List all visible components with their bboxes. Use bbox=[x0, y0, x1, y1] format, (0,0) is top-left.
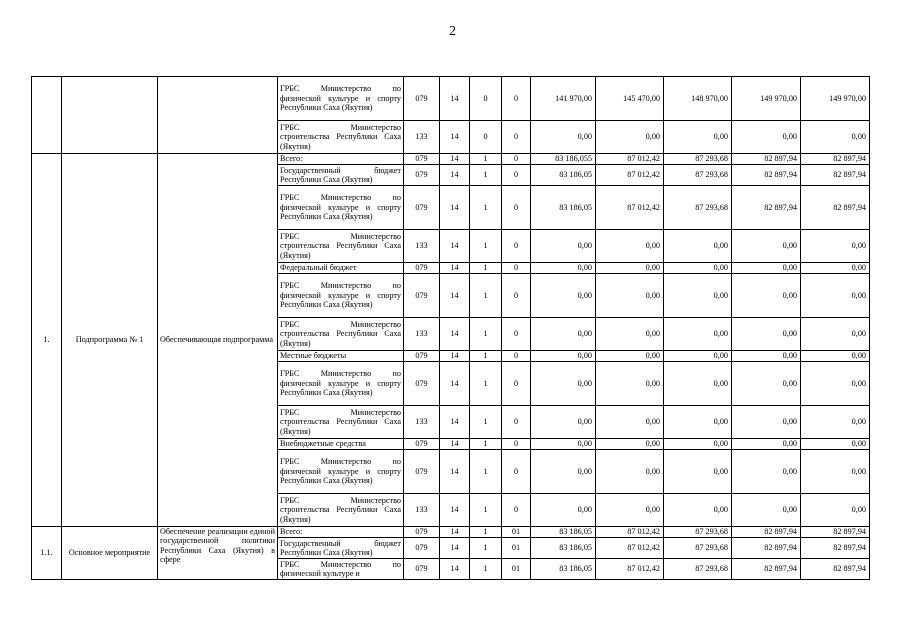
grbs-code: 079 bbox=[404, 538, 440, 559]
subprogram-code: 0 bbox=[502, 186, 531, 230]
source-name: Внебюджетные средства bbox=[278, 439, 404, 450]
section-code: 14 bbox=[440, 77, 470, 121]
grbs-code: 079 bbox=[404, 154, 440, 165]
program-code: 1 bbox=[470, 263, 502, 274]
grbs-code: 133 bbox=[404, 494, 440, 527]
subprogram-code: 0 bbox=[502, 406, 531, 439]
group-description: Обеспечение реализации единой государственной политики Республики Саха (Якутия) в сфере bbox=[158, 527, 278, 580]
value-4: 0,00 bbox=[732, 274, 801, 318]
value-1: 0,00 bbox=[531, 230, 596, 263]
value-5: 0,00 bbox=[801, 439, 870, 450]
program-code: 1 bbox=[470, 362, 502, 406]
value-4: 82 897,94 bbox=[732, 186, 801, 230]
value-3: 0,00 bbox=[664, 450, 732, 494]
grbs-code: 133 bbox=[404, 406, 440, 439]
source-name: ГРБС Министерство по физической культуре и спорту Республики Саха (Якутия) bbox=[278, 362, 404, 406]
page-number: 2 bbox=[449, 24, 456, 39]
value-3: 0,00 bbox=[664, 121, 732, 154]
grbs-code: 079 bbox=[404, 263, 440, 274]
value-5: 82 897,94 bbox=[801, 559, 870, 580]
value-1: 83 186,05 bbox=[531, 559, 596, 580]
table-row bbox=[32, 77, 870, 121]
value-2: 0,00 bbox=[596, 121, 664, 154]
program-code: 0 bbox=[470, 77, 502, 121]
source-name: Местные бюджеты bbox=[278, 351, 404, 362]
subprogram-code: 0 bbox=[502, 263, 531, 274]
grbs-code: 079 bbox=[404, 450, 440, 494]
value-4: 0,00 bbox=[732, 351, 801, 362]
section-code: 14 bbox=[440, 527, 470, 538]
group-title: Подпрограмма № 1 bbox=[62, 154, 158, 527]
value-4: 0,00 bbox=[732, 230, 801, 263]
value-1: 0,00 bbox=[531, 362, 596, 406]
value-3: 0,00 bbox=[664, 406, 732, 439]
section-code: 14 bbox=[440, 186, 470, 230]
value-1: 0,00 bbox=[531, 121, 596, 154]
value-5: 0,00 bbox=[801, 362, 870, 406]
value-2: 87 012,42 bbox=[596, 165, 664, 186]
value-3: 0,00 bbox=[664, 439, 732, 450]
num-cell bbox=[32, 77, 62, 154]
group-number: 1.1. bbox=[32, 527, 62, 580]
program-code: 1 bbox=[470, 538, 502, 559]
value-4: 0,00 bbox=[732, 450, 801, 494]
value-2: 0,00 bbox=[596, 450, 664, 494]
section-code: 14 bbox=[440, 351, 470, 362]
value-5: 0,00 bbox=[801, 450, 870, 494]
subprogram-code: 01 bbox=[502, 527, 531, 538]
subprogram-code: 0 bbox=[502, 165, 531, 186]
value-1: 0,00 bbox=[531, 450, 596, 494]
program-code: 1 bbox=[470, 165, 502, 186]
section-code: 14 bbox=[440, 263, 470, 274]
value-3: 87 293,68 bbox=[664, 154, 732, 165]
value-2: 87 012,42 bbox=[596, 527, 664, 538]
group-number: 1. bbox=[32, 154, 62, 527]
grbs-code: 079 bbox=[404, 559, 440, 580]
section-code: 14 bbox=[440, 406, 470, 439]
program-code: 0 bbox=[470, 121, 502, 154]
program-code: 1 bbox=[470, 186, 502, 230]
value-1: 83 186,055 bbox=[531, 154, 596, 165]
group-title: Основное мероприятие bbox=[62, 527, 158, 580]
program-code: 1 bbox=[470, 318, 502, 351]
value-2: 145 470,00 bbox=[596, 77, 664, 121]
source-name: Федеральный бюджет bbox=[278, 263, 404, 274]
value-5: 82 897,94 bbox=[801, 538, 870, 559]
grbs-code: 079 bbox=[404, 362, 440, 406]
value-4: 82 897,94 bbox=[732, 154, 801, 165]
table-row bbox=[32, 154, 870, 165]
value-2: 0,00 bbox=[596, 351, 664, 362]
value-4: 82 897,94 bbox=[732, 559, 801, 580]
program-code: 1 bbox=[470, 559, 502, 580]
value-3: 0,00 bbox=[664, 494, 732, 527]
value-4: 0,00 bbox=[732, 362, 801, 406]
value-5: 82 897,94 bbox=[801, 165, 870, 186]
subprogram-code: 0 bbox=[502, 77, 531, 121]
source-name: ГРБС Министерство по физической культуре и спорту Республики Саха (Якутия) bbox=[278, 186, 404, 230]
value-4: 82 897,94 bbox=[732, 165, 801, 186]
subprogram-code: 0 bbox=[502, 450, 531, 494]
value-5: 0,00 bbox=[801, 230, 870, 263]
value-3: 0,00 bbox=[664, 263, 732, 274]
value-2: 87 012,42 bbox=[596, 538, 664, 559]
subprogram-code: 0 bbox=[502, 230, 531, 263]
source-name: Всего: bbox=[278, 154, 404, 165]
grbs-code: 133 bbox=[404, 318, 440, 351]
section-code: 14 bbox=[440, 439, 470, 450]
value-2: 0,00 bbox=[596, 263, 664, 274]
value-1: 0,00 bbox=[531, 494, 596, 527]
value-2: 0,00 bbox=[596, 318, 664, 351]
value-5: 0,00 bbox=[801, 318, 870, 351]
value-4: 82 897,94 bbox=[732, 527, 801, 538]
value-1: 0,00 bbox=[531, 263, 596, 274]
subprogram-code: 0 bbox=[502, 318, 531, 351]
source-name: ГРБС Министерство строительства Республики Саха (Якутия) bbox=[278, 494, 404, 527]
subprogram-code: 0 bbox=[502, 121, 531, 154]
section-code: 14 bbox=[440, 494, 470, 527]
table-row bbox=[32, 527, 870, 538]
value-4: 149 970,00 bbox=[732, 77, 801, 121]
section-code: 14 bbox=[440, 362, 470, 406]
value-3: 87 293,68 bbox=[664, 165, 732, 186]
grbs-code: 133 bbox=[404, 230, 440, 263]
value-3: 148 970,00 bbox=[664, 77, 732, 121]
section-code: 14 bbox=[440, 165, 470, 186]
value-2: 0,00 bbox=[596, 230, 664, 263]
source-name: ГРБС Министерство строительства Республики Саха (Якутия) bbox=[278, 121, 404, 154]
value-2: 0,00 bbox=[596, 494, 664, 527]
subprogram-code: 01 bbox=[502, 559, 531, 580]
budget-table bbox=[31, 76, 870, 580]
value-1: 83 186,05 bbox=[531, 527, 596, 538]
value-1: 0,00 bbox=[531, 351, 596, 362]
program-code: 1 bbox=[470, 154, 502, 165]
value-5: 0,00 bbox=[801, 494, 870, 527]
grbs-code: 079 bbox=[404, 439, 440, 450]
value-1: 83 186,05 bbox=[531, 186, 596, 230]
value-5: 0,00 bbox=[801, 121, 870, 154]
source-name: ГРБС Министерство по физической культуре и спорту Республики Саха (Якутия) bbox=[278, 450, 404, 494]
subprogram-code: 0 bbox=[502, 494, 531, 527]
group-description: Обеспечивающая подпрограмма bbox=[158, 154, 278, 527]
section-code: 14 bbox=[440, 318, 470, 351]
desc-cell bbox=[158, 77, 278, 154]
value-5: 82 897,94 bbox=[801, 186, 870, 230]
value-5: 0,00 bbox=[801, 263, 870, 274]
value-1: 141 970,00 bbox=[531, 77, 596, 121]
value-3: 87 293,68 bbox=[664, 186, 732, 230]
subprogram-code: 0 bbox=[502, 274, 531, 318]
section-code: 14 bbox=[440, 450, 470, 494]
value-2: 0,00 bbox=[596, 439, 664, 450]
source-name: Всего: bbox=[278, 527, 404, 538]
section-code: 14 bbox=[440, 559, 470, 580]
grbs-code: 079 bbox=[404, 165, 440, 186]
grbs-code: 079 bbox=[404, 527, 440, 538]
source-name: Государственный бюджет Республики Саха (Якутия) bbox=[278, 165, 404, 186]
section-code: 14 bbox=[440, 274, 470, 318]
source-name: ГРБС Министерство строительства Республики Саха (Якутия) bbox=[278, 318, 404, 351]
title-cell bbox=[62, 77, 158, 154]
source-name: ГРБС Министерство строительства Республики Саха (Якутия) bbox=[278, 230, 404, 263]
value-3: 0,00 bbox=[664, 230, 732, 263]
value-2: 0,00 bbox=[596, 274, 664, 318]
program-code: 1 bbox=[470, 351, 502, 362]
value-5: 0,00 bbox=[801, 274, 870, 318]
value-4: 0,00 bbox=[732, 121, 801, 154]
value-2: 87 012,42 bbox=[596, 186, 664, 230]
value-4: 0,00 bbox=[732, 318, 801, 351]
grbs-code: 079 bbox=[404, 351, 440, 362]
value-1: 83 186,05 bbox=[531, 538, 596, 559]
value-3: 87 293,68 bbox=[664, 538, 732, 559]
value-1: 0,00 bbox=[531, 318, 596, 351]
program-code: 1 bbox=[470, 450, 502, 494]
source-name: ГРБС Министерство строительства Республики Саха (Якутия) bbox=[278, 406, 404, 439]
source-name: Государственный бюджет Республики Саха (Якутия) bbox=[278, 538, 404, 559]
value-5: 0,00 bbox=[801, 351, 870, 362]
program-code: 1 bbox=[470, 494, 502, 527]
value-3: 0,00 bbox=[664, 318, 732, 351]
value-2: 0,00 bbox=[596, 362, 664, 406]
value-3: 0,00 bbox=[664, 362, 732, 406]
value-3: 87 293,68 bbox=[664, 527, 732, 538]
section-code: 14 bbox=[440, 121, 470, 154]
value-1: 83 186,05 bbox=[531, 165, 596, 186]
grbs-code: 079 bbox=[404, 186, 440, 230]
value-4: 0,00 bbox=[732, 263, 801, 274]
value-2: 87 012,42 bbox=[596, 559, 664, 580]
value-3: 87 293,68 bbox=[664, 559, 732, 580]
value-4: 0,00 bbox=[732, 494, 801, 527]
program-code: 1 bbox=[470, 230, 502, 263]
value-1: 0,00 bbox=[531, 274, 596, 318]
subprogram-code: 01 bbox=[502, 538, 531, 559]
section-code: 14 bbox=[440, 154, 470, 165]
subprogram-code: 0 bbox=[502, 362, 531, 406]
value-3: 0,00 bbox=[664, 351, 732, 362]
section-code: 14 bbox=[440, 538, 470, 559]
subprogram-code: 0 bbox=[502, 351, 531, 362]
source-name: ГРБС Министерство по физической культуре и спорту Республики Саха (Якутия) bbox=[278, 77, 404, 121]
value-5: 82 897,94 bbox=[801, 154, 870, 165]
value-1: 0,00 bbox=[531, 406, 596, 439]
program-code: 1 bbox=[470, 274, 502, 318]
program-code: 1 bbox=[470, 406, 502, 439]
grbs-code: 079 bbox=[404, 77, 440, 121]
value-5: 0,00 bbox=[801, 406, 870, 439]
value-2: 87 012,42 bbox=[596, 154, 664, 165]
value-5: 82 897,94 bbox=[801, 527, 870, 538]
value-4: 0,00 bbox=[732, 406, 801, 439]
value-5: 149 970,00 bbox=[801, 77, 870, 121]
program-code: 1 bbox=[470, 527, 502, 538]
subprogram-code: 0 bbox=[502, 439, 531, 450]
value-2: 0,00 bbox=[596, 406, 664, 439]
value-1: 0,00 bbox=[531, 439, 596, 450]
program-code: 1 bbox=[470, 439, 502, 450]
grbs-code: 079 bbox=[404, 274, 440, 318]
source-name: ГРБС Министерство по физической культуре и bbox=[278, 559, 404, 580]
value-3: 0,00 bbox=[664, 274, 732, 318]
value-4: 82 897,94 bbox=[732, 538, 801, 559]
subprogram-code: 0 bbox=[502, 154, 531, 165]
section-code: 14 bbox=[440, 230, 470, 263]
grbs-code: 133 bbox=[404, 121, 440, 154]
value-4: 0,00 bbox=[732, 439, 801, 450]
source-name: ГРБС Министерство по физической культуре и спорту Республики Саха (Якутия) bbox=[278, 274, 404, 318]
